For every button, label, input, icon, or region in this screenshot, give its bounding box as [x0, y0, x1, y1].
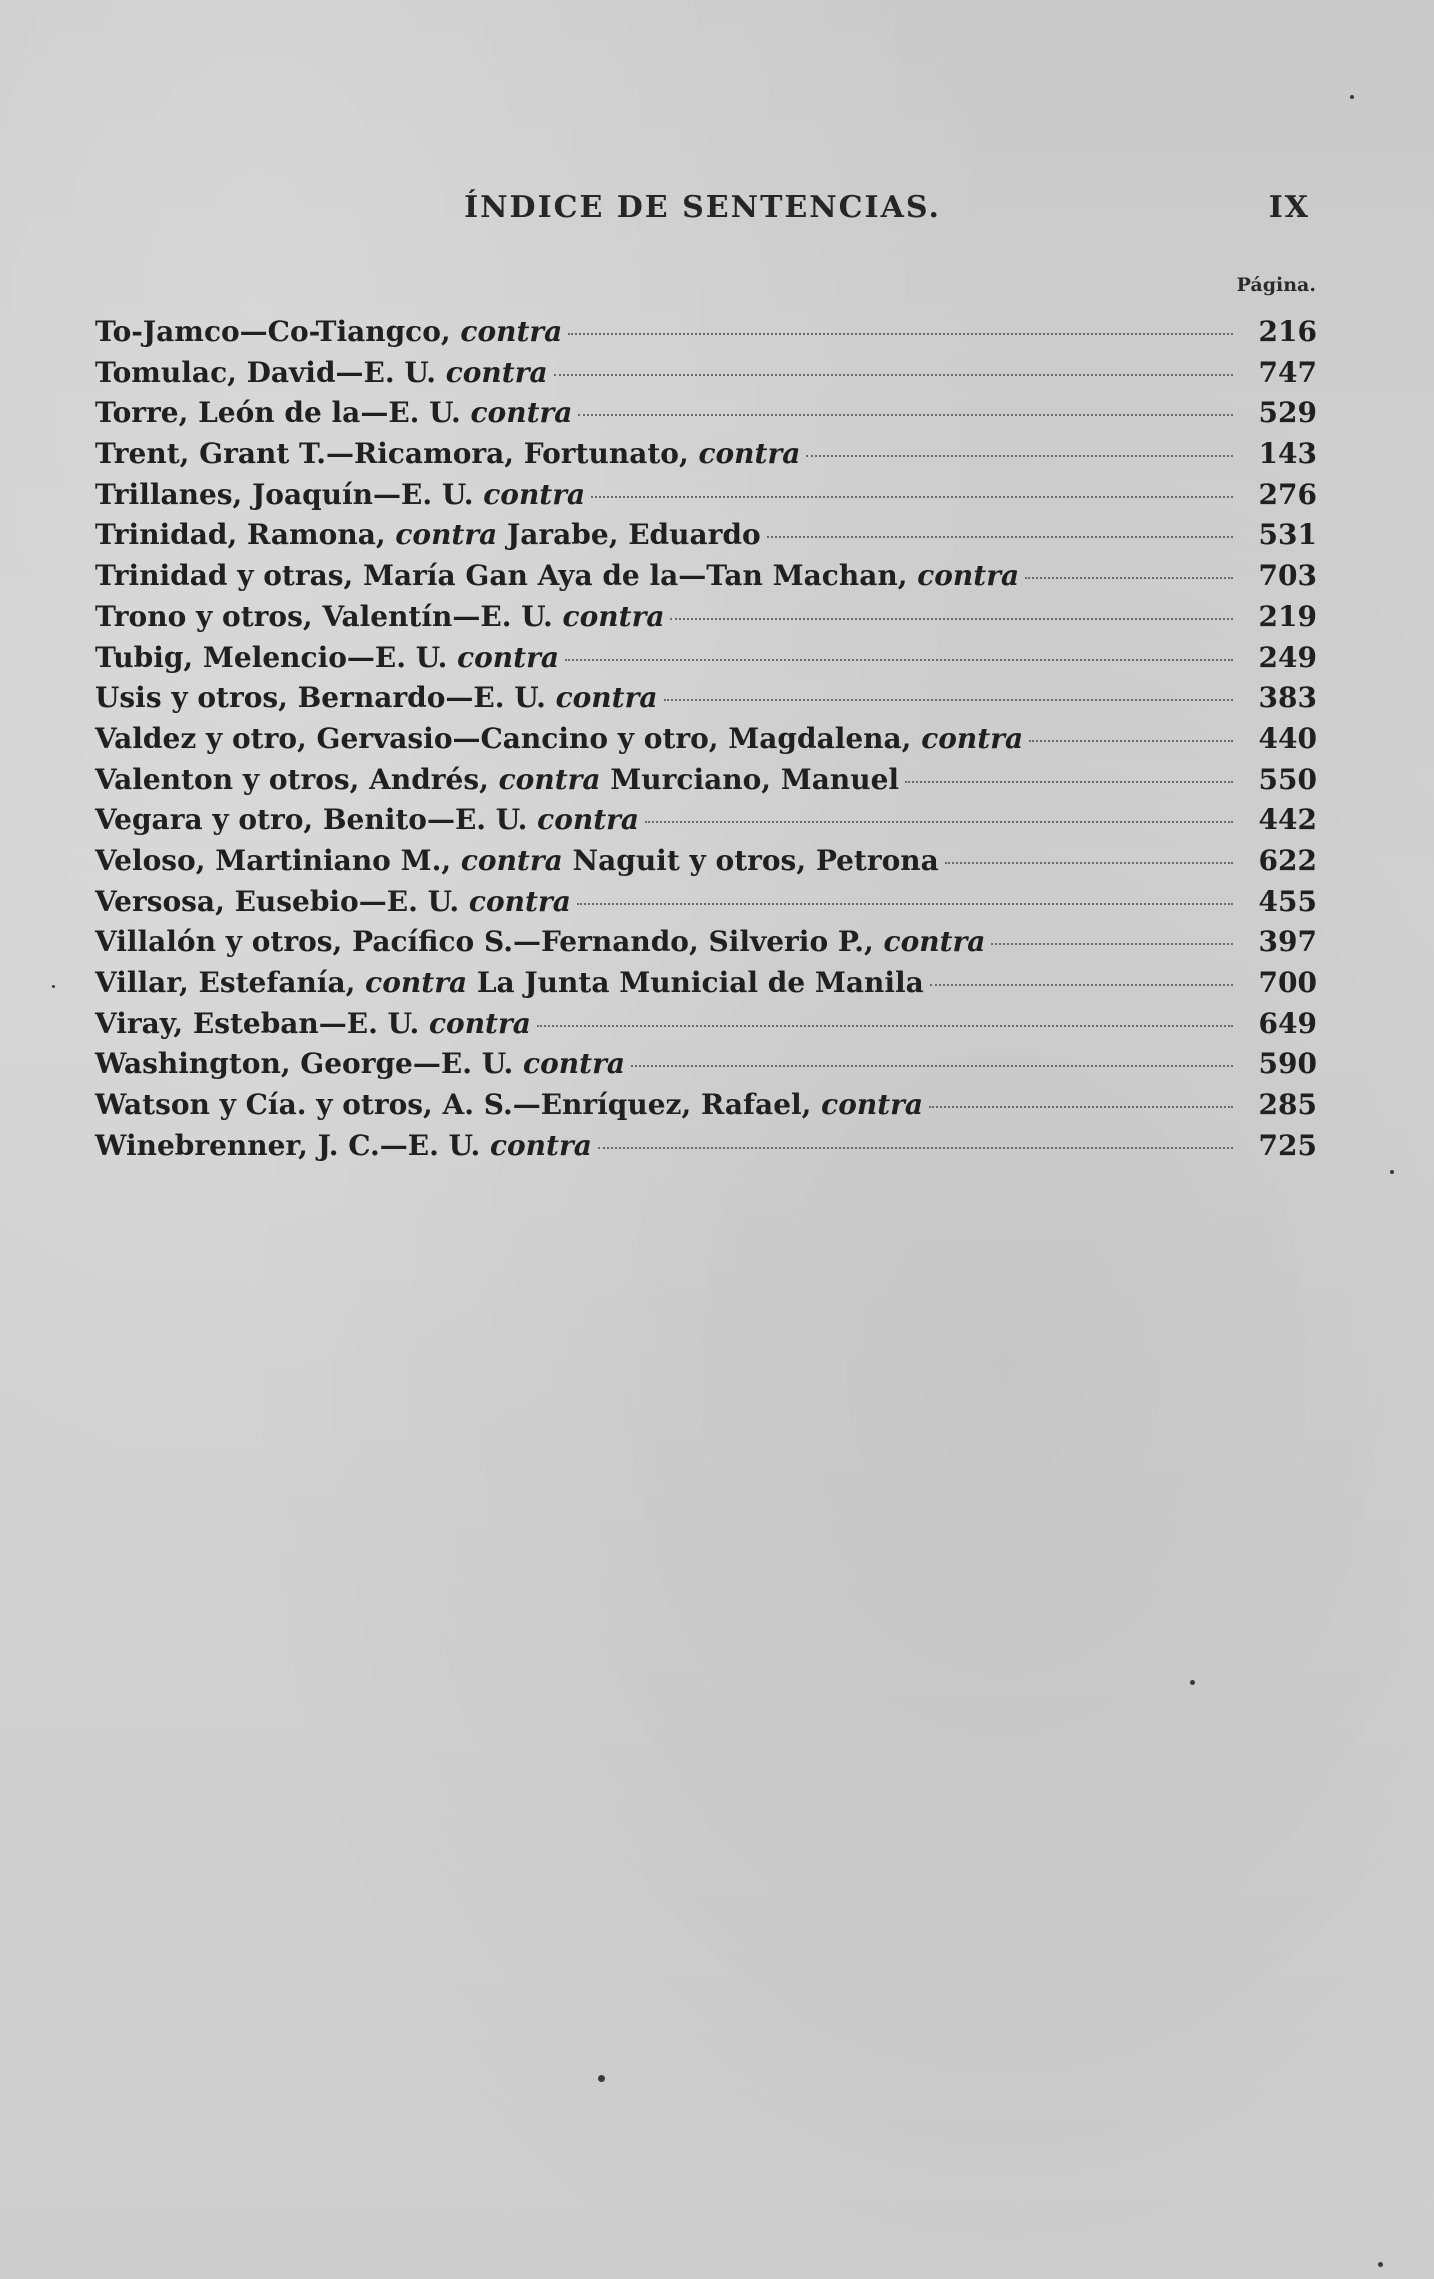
entry-contra: contra [460, 843, 563, 877]
dot-leader [591, 496, 1233, 498]
entry-party: Versosa, Eusebio—E. U. [95, 884, 469, 918]
dot-leader [577, 903, 1233, 905]
entry-party: Usis y otros, Bernardo—E. U. [95, 681, 556, 715]
entry-contra: contra [498, 762, 601, 796]
entry-page-number: 219 [1258, 599, 1317, 633]
entry-opposing-party: La Junta Municial de Manila [467, 966, 924, 999]
dot-leader [554, 374, 1233, 376]
scan-speck [598, 2075, 605, 2082]
entry-contra: contra [489, 1128, 592, 1162]
entry-page-number: 285 [1258, 1088, 1317, 1122]
entry-contra: contra [917, 559, 1020, 593]
entry-contra: contra [562, 599, 665, 633]
entry-title [95, 963, 924, 1003]
entry-page-number: 700 [1258, 966, 1317, 999]
entry-contra: contra [555, 681, 658, 715]
entry-party: Valdez y otro, Gervasio—Cancino y otro, Magdalena, [95, 721, 922, 755]
entry-title [95, 1044, 625, 1084]
entry-contra: contra [921, 721, 1024, 755]
entry-page-number: 590 [1258, 1047, 1317, 1081]
entry-page-number: 529 [1258, 396, 1317, 430]
entry-party: Trent, Grant T.—Ricamora, Fortunato, [95, 437, 699, 471]
entry-title [95, 1085, 923, 1125]
dot-leader [568, 333, 1233, 335]
entry-party: Trinidad, Ramona, [95, 518, 396, 552]
index-entry [95, 353, 1317, 394]
entry-title [95, 353, 548, 393]
page-header [95, 190, 1310, 240]
running-title: ÍNDICE DE SENTENCIAS. [464, 190, 941, 225]
entry-page-number: 455 [1258, 884, 1317, 918]
entry-contra: contra [365, 966, 468, 999]
entry-title [95, 719, 1023, 759]
dot-leader [991, 943, 1233, 945]
dot-leader [905, 781, 1233, 783]
entry-page-number: 531 [1258, 518, 1317, 552]
dot-leader [645, 821, 1233, 823]
index-entry [95, 475, 1317, 516]
entry-title [95, 841, 939, 881]
entry-party: Veloso, Martiniano M., [95, 843, 461, 877]
entry-title [95, 678, 658, 718]
entry-title [95, 597, 664, 637]
entry-party: Winebrenner, J. C.—E. U. [95, 1128, 490, 1162]
entry-page-number: 397 [1258, 925, 1317, 959]
entry-title [95, 1004, 531, 1044]
entry-party: Viray, Esteban—E. U. [95, 1006, 429, 1040]
dot-leader [930, 984, 1233, 986]
scan-speck [1350, 95, 1354, 99]
index-entry [95, 882, 1317, 923]
dot-leader [537, 1025, 1233, 1027]
dot-leader [1029, 740, 1233, 742]
entry-title [95, 882, 571, 922]
dot-leader [767, 536, 1233, 538]
entry-contra: contra [821, 1088, 924, 1122]
entry-page-number: 143 [1258, 437, 1317, 471]
entry-party: Villalón y otros, Pacífico S.—Fernando, Silverio P., [95, 925, 884, 959]
entry-page-number: 440 [1258, 721, 1317, 755]
dot-leader [1025, 577, 1233, 579]
entry-contra: contra [883, 925, 986, 959]
index-entry [95, 1126, 1317, 1167]
entry-page-number: 747 [1258, 355, 1317, 389]
entry-contra: contra [428, 1006, 531, 1040]
entry-contra: contra [698, 437, 801, 471]
entry-title [95, 760, 899, 800]
scan-speck [1190, 1680, 1195, 1685]
dot-leader [578, 414, 1233, 416]
entry-title [95, 800, 639, 840]
entry-title [95, 515, 761, 555]
entry-page-number: 216 [1258, 315, 1317, 348]
entry-contra: contra [445, 355, 548, 389]
entry-title [95, 475, 585, 515]
index-entry [95, 1004, 1317, 1045]
entry-page-number: 249 [1258, 640, 1317, 674]
entry-party: To-Jamco—Co-Tiangco, [95, 315, 461, 348]
index-entry [95, 1044, 1317, 1085]
entry-party: Tomulac, David—E. U. [95, 355, 446, 389]
entry-page-number: 649 [1258, 1006, 1317, 1040]
entry-title [95, 1126, 592, 1166]
page-column-label: Página. [1236, 274, 1316, 296]
index-entry [95, 841, 1317, 882]
dot-leader [670, 618, 1233, 620]
entry-opposing-party: Naguit y otros, Petrona [562, 843, 939, 877]
entry-party: Torre, León de la—E. U. [95, 396, 471, 430]
entry-party: Washington, George—E. U. [95, 1047, 524, 1081]
index-entry [95, 963, 1317, 1004]
entry-page-number: 622 [1258, 843, 1317, 877]
entry-party: Tubig, Melencio—E. U. [95, 640, 458, 674]
entry-contra: contra [483, 477, 586, 511]
scan-speck [52, 985, 55, 988]
entry-title [95, 434, 800, 474]
entry-contra: contra [457, 640, 559, 674]
entry-opposing-party: Murciano, Manuel [600, 762, 900, 796]
entry-party: Valenton y otros, Andrés, [95, 762, 499, 796]
entry-opposing-party: Jarabe, Eduardo [497, 518, 761, 552]
index-entry [95, 760, 1317, 801]
entry-page-number: 550 [1258, 762, 1317, 796]
index-entry [95, 556, 1317, 597]
entry-party: Watson y Cía. y otros, A. S.—Enríquez, Rafael, [95, 1088, 822, 1122]
index-entry [95, 922, 1317, 963]
dot-leader [565, 659, 1233, 661]
entry-party: Villar, Estefanía, [95, 966, 366, 999]
entry-party: Trillanes, Joaquín—E. U. [95, 477, 484, 511]
index-entry [95, 515, 1317, 556]
index-entry [95, 638, 1317, 679]
index-entry [95, 597, 1317, 638]
index-list [95, 312, 1317, 1166]
entry-title [95, 393, 572, 433]
entry-contra: contra [537, 803, 640, 837]
entry-page-number: 703 [1258, 559, 1317, 593]
entry-party: Vegara y otro, Benito—E. U. [95, 803, 538, 837]
entry-title [95, 556, 1019, 596]
dot-leader [598, 1147, 1233, 1149]
entry-party: Trinidad y otras, María Gan Aya de la—Tan Machan, [95, 559, 918, 593]
index-entry [95, 393, 1317, 434]
entry-contra: contra [468, 884, 571, 918]
entry-contra: contra [395, 518, 498, 552]
scan-speck [1390, 1170, 1394, 1174]
page-number: IX [1268, 190, 1310, 225]
entry-title [95, 638, 559, 678]
index-entry [95, 800, 1317, 841]
dot-leader [631, 1065, 1233, 1067]
entry-title [95, 922, 985, 962]
entry-page-number: 383 [1258, 681, 1317, 715]
scan-speck [1378, 2262, 1383, 2267]
dot-leader [945, 862, 1233, 864]
entry-page-number: 725 [1258, 1128, 1317, 1162]
entry-contra: contra [460, 315, 563, 348]
index-entry [95, 312, 1317, 353]
index-entry [95, 719, 1317, 760]
index-entry [95, 678, 1317, 719]
entry-party: Trono y otros, Valentín—E. U. [95, 599, 563, 633]
index-entry [95, 434, 1317, 475]
dot-leader [806, 455, 1233, 457]
index-entry [95, 1085, 1317, 1126]
entry-contra: contra [470, 396, 573, 430]
dot-leader [929, 1106, 1233, 1108]
entry-page-number: 442 [1258, 803, 1317, 837]
entry-title [95, 312, 562, 352]
entry-page-number: 276 [1258, 477, 1317, 511]
entry-contra: contra [523, 1047, 625, 1081]
dot-leader [664, 699, 1234, 701]
